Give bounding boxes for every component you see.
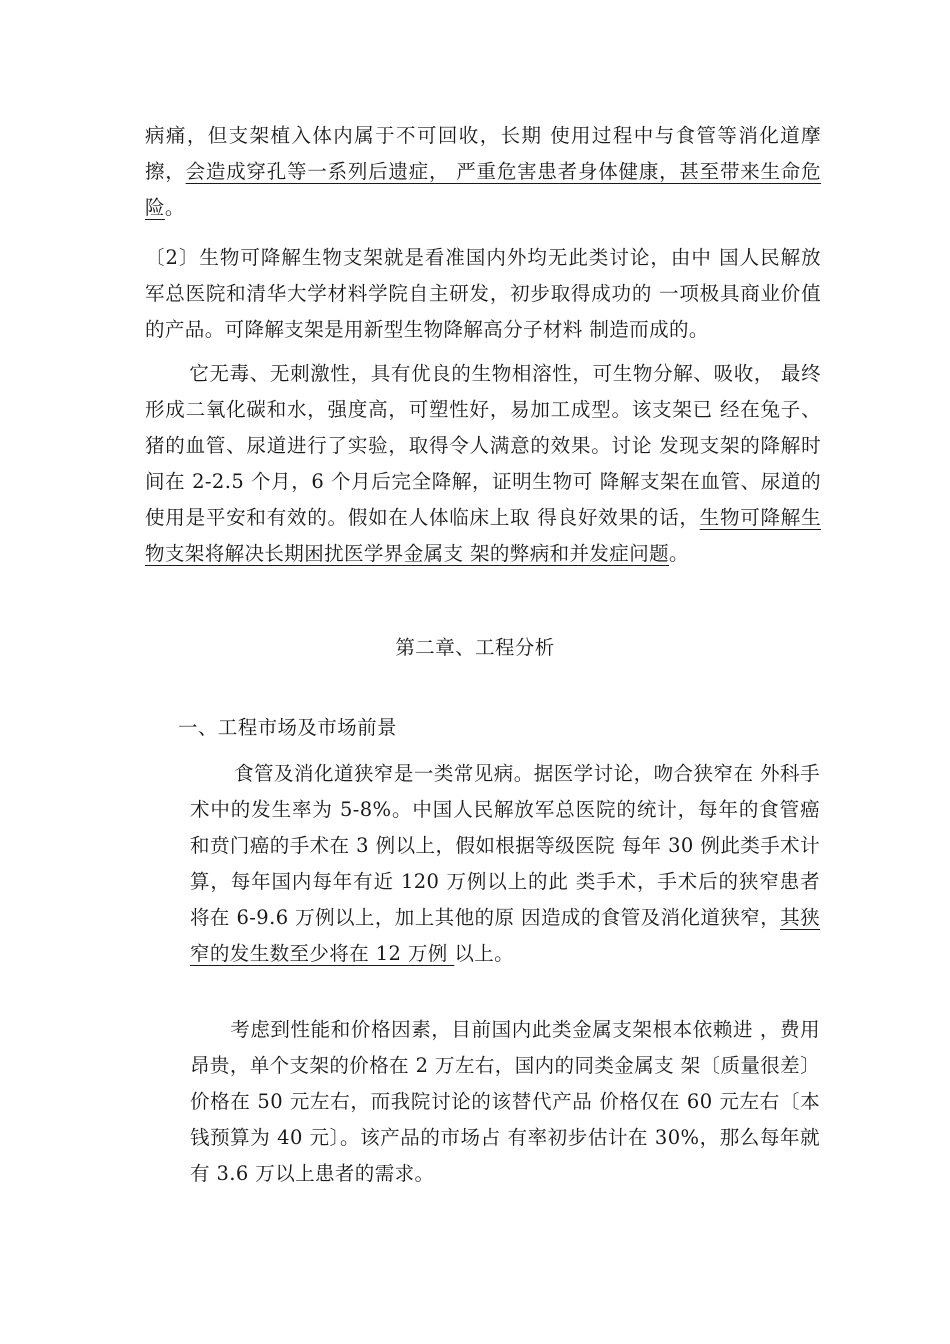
paragraph-biodegradable-stent: [145, 240, 821, 348]
item2-text: 〔2〕生物可降解生物支架就是看准国内外均无此类讨论，由中 国人民解放军总医院和清华大学材料学院自主研发，初步取得成功的 一项极具商业价值的产品。可降解支架是用新型生物降解高分子材料 制造而成的。: [145, 246, 821, 341]
paragraph-market-size: [190, 756, 820, 972]
paragraph-stent-complications: [145, 118, 821, 226]
section-title: 一、工程市场及市场前景: [178, 716, 397, 739]
intro-underlined-text: 会造成穿孔等一系列后遗症， 严重危害患者身体健康，甚至带来生命危险: [145, 160, 821, 219]
market-underlined-text: 其狭窄的发生数至少将在 12 万例: [190, 906, 820, 965]
market-text-end: 以上。: [454, 942, 515, 965]
paragraph-stent-properties: [145, 356, 821, 572]
market-text: 食管及消化道狭窄是一类常见病。据医学讨论，吻合狭窄在 外科手术中的发生率为 5-8%。中国人民解放军总医院的统计，每年的食管癌和贲门癌的手术在 3 例以上，假如根据等级医院 每年 30 例此类手术计算，每年国内每年有近 120 万例以上的此 类手术，手术后的狭窄患者将在 6-9.6 万例以上，加上其他的原 因造成的食管及消化道狭窄，: [190, 762, 820, 929]
chapter-title: 第二章、工程分析: [395, 636, 555, 659]
detail-text-end: 。: [669, 542, 689, 565]
intro-text-end: 。: [164, 196, 185, 219]
price-text: 考虑到性能和价格因素，目前国内此类金属支架根本依赖进 ，费用昂贵，单个支架的价格在 2 万左右，国内的同类金属支 架〔质量很差〕价格在 50 元左右，而我院讨论的该替代产品 价格仅在 60 元左右〔本钱预算为 40 元〕。该产品的市场占 有率初步估计在 30%，那么每年就有 3.6 万以上患者的需求。: [190, 1018, 820, 1185]
paragraph-price-analysis: [190, 1012, 820, 1192]
detail-underlined-text: 生物可降解生物支架将解决长期困扰医学界金属支 架的弊病和并发症问题: [145, 506, 821, 565]
detail-text: 它无毒、无刺激性，具有优良的生物相溶性，可生物分解、吸收， 最终形成二氧化碳和水，强度高，可塑性好，易加工成型。该支架已 经在兔子、猪的血管、尿道进行了实验，取得令人满意的效果。讨论 发现支架的降解时间在 2-2.5 个月，6 个月后完全降解，证明生物可 降解支架在血管、尿道的使用是平安和有效的。假如在人体临床上取 得良好效果的话，: [145, 362, 821, 529]
intro-text: 病痛，但支架植入体内属于不可回收，长期 使用过程中与食管等消化道摩擦，: [145, 124, 821, 183]
